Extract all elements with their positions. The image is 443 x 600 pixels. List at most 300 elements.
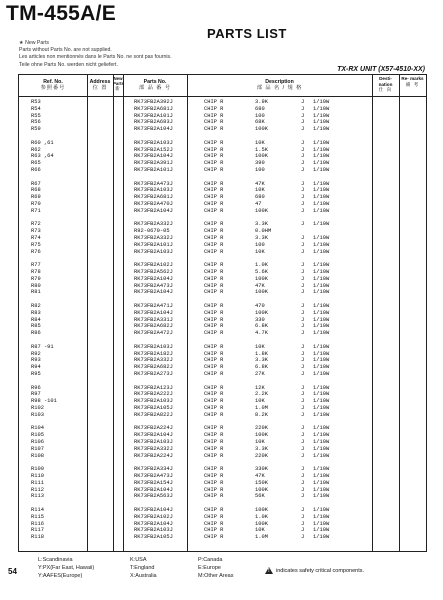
tolerance-cell: J: [301, 112, 305, 119]
description-type-cell: CHIP R: [204, 139, 224, 146]
description-type-cell: CHIP R: [204, 187, 224, 194]
parts-no-cell: RK73FB2A101J: [134, 112, 173, 119]
wattage-cell: 1/10W: [313, 139, 330, 146]
header-remarks-jp: 備 考: [405, 81, 420, 87]
tolerance-cell: J: [301, 534, 305, 541]
wattage-cell: 1/10W: [313, 119, 330, 126]
description-type-cell: CHIP R: [204, 364, 224, 371]
wattage-cell: 1/10W: [313, 432, 330, 439]
wattage-cell: 1/10W: [313, 180, 330, 187]
description-type-cell: CHIP R: [204, 452, 224, 459]
ref-no-cell: R59: [31, 126, 41, 133]
value-cell: 100K: [255, 432, 268, 439]
header-ref-no-label: Ref. No.: [43, 79, 63, 85]
value-cell: 100K: [255, 486, 268, 493]
table-body: [19, 99, 426, 551]
description-type-cell: CHIP R: [204, 160, 224, 167]
header-description: [187, 79, 372, 91]
tolerance-cell: J: [301, 201, 305, 207]
wattage-cell: 1/10W: [313, 194, 330, 201]
ref-no-cell: R78: [31, 269, 41, 275]
parts-no-cell: RK73FB2A473J: [134, 282, 173, 289]
tolerance-cell: J: [301, 343, 305, 350]
wattage-cell: 1/10W: [313, 452, 330, 459]
tolerance-cell: J: [301, 520, 305, 527]
description-type-cell: CHIP R: [204, 493, 224, 500]
parts-no-cell: RK73FB2A331J: [134, 316, 173, 323]
value-cell: 0.0HM: [255, 228, 272, 235]
tolerance-cell: J: [301, 479, 305, 486]
tolerance-cell: J: [301, 180, 305, 187]
ref-no-cell: R56: [31, 119, 41, 126]
note-de: Teile ohne Parts No. werden nicht geliefert.: [19, 61, 118, 68]
tolerance-cell: J: [301, 371, 305, 377]
page-number: 54: [8, 567, 17, 576]
legend-item: E:Europe: [198, 565, 221, 571]
wattage-cell: 1/10W: [313, 357, 330, 364]
description-type-cell: CHIP R: [204, 248, 224, 255]
value-cell: 1.8K: [255, 350, 268, 357]
parts-no-cell: RK73FB2A103J: [134, 187, 173, 194]
tolerance-cell: J: [301, 119, 305, 126]
value-cell: 150K: [255, 479, 268, 486]
description-type-cell: CHIP R: [204, 194, 224, 201]
parts-no-cell: RK73FB2A563J: [134, 493, 173, 500]
parts-no-cell: RK73FB2A101J: [134, 167, 173, 173]
parts-no-cell: RK73FB2A104J: [134, 507, 173, 513]
description-type-cell: CHIP R: [204, 405, 224, 411]
value-cell: 100: [255, 241, 265, 248]
header-destination-jp: 仕 向: [378, 87, 393, 93]
parts-no-cell: RK73FB2A332J: [134, 221, 173, 228]
warning-icon: [265, 567, 273, 574]
value-cell: 3.3K: [255, 235, 268, 241]
ref-no-cell: R83: [31, 309, 41, 316]
tolerance-cell: J: [301, 146, 305, 153]
tolerance-cell: J: [301, 439, 305, 445]
parts-no-cell: RK73FB2A473J: [134, 180, 173, 187]
parts-no-cell: RK73FB2A152J: [134, 146, 173, 153]
description-type-cell: CHIP R: [204, 391, 224, 398]
value-cell: 680: [255, 105, 265, 112]
parts-no-cell: RK73FB2A681J: [134, 194, 173, 201]
tolerance-cell: J: [301, 269, 305, 275]
parts-no-cell: RK73FB2A103J: [134, 398, 173, 405]
value-cell: 3.3K: [255, 221, 268, 228]
tolerance-cell: J: [301, 126, 305, 133]
description-type-cell: CHIP R: [204, 398, 224, 405]
header-address-jp: 位 置: [92, 85, 108, 92]
wattage-cell: 1/10W: [313, 105, 330, 112]
value-cell: 470: [255, 303, 265, 309]
value-cell: 100K: [255, 520, 268, 527]
wattage-cell: 1/10W: [313, 439, 330, 445]
value-cell: 330: [255, 316, 265, 323]
tolerance-cell: J: [301, 207, 305, 214]
tolerance-cell: J: [301, 241, 305, 248]
parts-no-cell: RK73FB2A332J: [134, 445, 173, 452]
tolerance-cell: J: [301, 398, 305, 405]
description-type-cell: CHIP R: [204, 432, 224, 439]
ref-no-cell: R114: [31, 507, 44, 513]
value-cell: 100: [255, 167, 265, 173]
ref-no-cell: R65: [31, 160, 41, 167]
header-parts-no-label: Parts No.: [143, 79, 167, 85]
parts-no-cell: RK73FB2A224J: [134, 452, 173, 459]
parts-no-cell: RK73FB2A102J: [134, 513, 173, 520]
tolerance-cell: J: [301, 221, 305, 228]
parts-no-cell: RK73FB2A273J: [134, 371, 173, 377]
wattage-cell: 1/10W: [313, 371, 330, 377]
wattage-cell: 1/10W: [313, 207, 330, 214]
description-type-cell: CHIP R: [204, 309, 224, 316]
description-type-cell: CHIP R: [204, 445, 224, 452]
wattage-cell: 1/10W: [313, 269, 330, 275]
header-description-label: Description: [265, 79, 294, 85]
header-description-jp: 部 品 名 / 規 格: [256, 85, 303, 92]
tolerance-cell: J: [301, 391, 305, 398]
ref-no-cell: R75: [31, 241, 41, 248]
value-cell: 10K: [255, 527, 265, 534]
parts-no-cell: RK73FB2A103J: [134, 139, 173, 146]
parts-no-cell: RK73FB2A105J: [134, 534, 173, 541]
description-type-cell: CHIP R: [204, 425, 224, 432]
value-cell: 100K: [255, 153, 268, 160]
ref-no-cell: R103: [31, 411, 44, 418]
ref-no-cell: R112: [31, 486, 44, 493]
header-address-label: Address: [89, 79, 111, 85]
ref-no-cell: R116: [31, 520, 44, 527]
description-type-cell: CHIP R: [204, 303, 224, 309]
wattage-cell: 1/10W: [313, 262, 330, 269]
parts-no-cell: RK73FB2A683J: [134, 119, 173, 126]
description-type-cell: CHIP R: [204, 241, 224, 248]
value-cell: 27K: [255, 371, 265, 377]
wattage-cell: 1/10W: [313, 248, 330, 255]
ref-no-cell: R53: [31, 99, 41, 105]
description-type-cell: CHIP R: [204, 126, 224, 133]
description-type-cell: CHIP R: [204, 507, 224, 513]
tolerance-cell: J: [301, 411, 305, 418]
parts-no-cell: RK73FB2A104J: [134, 309, 173, 316]
value-cell: 6.8K: [255, 323, 268, 330]
wattage-cell: 1/10W: [313, 534, 330, 541]
value-cell: 1.0M: [255, 405, 268, 411]
header-ref-no-jp: 参照番号: [40, 85, 66, 92]
value-cell: 1.0K: [255, 262, 268, 269]
parts-no-cell: RK73FB2A154J: [134, 479, 173, 486]
description-type-cell: CHIP R: [204, 473, 224, 479]
parts-no-cell: RK73FB2A332J: [134, 235, 173, 241]
value-cell: 10K: [255, 248, 265, 255]
header-address: [87, 79, 113, 91]
wattage-cell: 1/10W: [313, 445, 330, 452]
wattage-cell: 1/10W: [313, 527, 330, 534]
wattage-cell: 1/10W: [313, 391, 330, 398]
wattage-cell: 1/10W: [313, 241, 330, 248]
parts-no-cell: RK73FB2A104J: [134, 289, 173, 296]
description-type-cell: CHIP R: [204, 289, 224, 296]
value-cell: 100: [255, 112, 265, 119]
description-type-cell: CHIP R: [204, 527, 224, 534]
tolerance-cell: J: [301, 167, 305, 173]
ref-no-cell: R62: [31, 146, 41, 153]
value-cell: 3.9K: [255, 99, 268, 105]
header-parts-no: [123, 79, 187, 91]
parts-no-cell: RK73FB2A104J: [134, 275, 173, 282]
parts-no-cell: RK73FB2A391J: [134, 160, 173, 167]
tolerance-cell: J: [301, 282, 305, 289]
description-type-cell: CHIP R: [204, 330, 224, 337]
value-cell: 100K: [255, 207, 268, 214]
tolerance-cell: J: [301, 99, 305, 105]
legend-item: L:Scandinavia: [38, 557, 73, 563]
ref-no-cell: R98 -101: [31, 398, 57, 405]
wattage-cell: 1/10W: [313, 405, 330, 411]
parts-no-cell: RK73FB2A222J: [134, 391, 173, 398]
tolerance-cell: J: [301, 432, 305, 439]
parts-no-cell: RK73FB2A392J: [134, 99, 173, 105]
description-type-cell: CHIP R: [204, 119, 224, 126]
parts-no-cell: RK73FB2A473J: [134, 473, 173, 479]
wattage-cell: 1/10W: [313, 160, 330, 167]
ref-no-cell: R87 -91: [31, 343, 54, 350]
description-type-cell: CHIP R: [204, 282, 224, 289]
value-cell: 1.5K: [255, 146, 268, 153]
description-type-cell: CHIP R: [204, 105, 224, 112]
value-cell: 10K: [255, 439, 265, 445]
parts-no-cell: RK73FB2A102J: [134, 262, 173, 269]
description-type-cell: CHIP R: [204, 269, 224, 275]
tolerance-cell: J: [301, 194, 305, 201]
parts-no-cell: RK73FB2A105J: [134, 405, 173, 411]
tolerance-cell: J: [301, 507, 305, 513]
ref-no-cell: R71: [31, 207, 41, 214]
description-type-cell: CHIP R: [204, 316, 224, 323]
tolerance-cell: J: [301, 316, 305, 323]
unit-label: TX-RX UNIT (X57-4510-XX): [337, 66, 425, 73]
table-row: [19, 534, 426, 541]
tolerance-cell: J: [301, 493, 305, 500]
tolerance-cell: J: [301, 527, 305, 534]
parts-no-cell: RK73FB2A682J: [134, 364, 173, 371]
value-cell: 2.2K: [255, 391, 268, 398]
tolerance-cell: J: [301, 513, 305, 520]
wattage-cell: 1/10W: [313, 187, 330, 194]
ref-no-cell: R67: [31, 180, 41, 187]
wattage-cell: 1/10W: [313, 411, 330, 418]
safety-note: [265, 567, 364, 574]
parts-table: [18, 74, 427, 552]
header-parts-no-jp: 部 品 番 号: [138, 85, 172, 92]
tolerance-cell: J: [301, 187, 305, 194]
legend-item: Y:AAFES(Europe): [38, 573, 83, 579]
value-cell: 390: [255, 160, 265, 167]
wattage-cell: 1/10W: [313, 330, 330, 337]
value-cell: 47: [255, 201, 262, 207]
value-cell: 8.2K: [255, 411, 268, 418]
ref-no-cell: R77: [31, 262, 41, 269]
description-type-cell: CHIP R: [204, 534, 224, 541]
parts-no-cell: RK73FB2A104J: [134, 520, 173, 527]
parts-no-cell: RK73FB2A103J: [134, 439, 173, 445]
parts-no-cell: RK73FB2A103J: [134, 343, 173, 350]
tolerance-cell: J: [301, 357, 305, 364]
value-cell: 220K: [255, 425, 268, 432]
description-type-cell: CHIP R: [204, 466, 224, 473]
wattage-cell: 1/10W: [313, 479, 330, 486]
ref-no-cell: R84: [31, 316, 41, 323]
ref-no-cell: R79: [31, 275, 41, 282]
ref-no-cell: R60 ,61: [31, 139, 54, 146]
value-cell: 220K: [255, 452, 268, 459]
tolerance-cell: J: [301, 384, 305, 391]
tolerance-cell: J: [301, 473, 305, 479]
parts-no-cell: RK73FB2A103J: [134, 248, 173, 255]
value-cell: 56K: [255, 493, 265, 500]
ref-no-cell: R108: [31, 452, 44, 459]
value-cell: 100K: [255, 275, 268, 282]
legend-item: T:England: [130, 565, 155, 571]
wattage-cell: 1/10W: [313, 167, 330, 173]
parts-no-cell: RK73FB2A472J: [134, 330, 173, 337]
parts-no-cell: RK73FB2A332J: [134, 357, 173, 364]
parts-no-cell: R92-0670-05: [134, 228, 170, 235]
description-type-cell: CHIP R: [204, 235, 224, 241]
parts-no-cell: RK73FB2A182J: [134, 350, 173, 357]
table-header: [19, 75, 426, 97]
ref-no-cell: R115: [31, 513, 44, 520]
description-type-cell: CHIP R: [204, 411, 224, 418]
tolerance-cell: J: [301, 289, 305, 296]
tolerance-cell: J: [301, 303, 305, 309]
wattage-cell: 1/10W: [313, 303, 330, 309]
value-cell: 6.8K: [255, 364, 268, 371]
ref-no-cell: R105: [31, 432, 44, 439]
legend-item: X:Australia: [130, 573, 157, 579]
parts-no-cell: RK73FB2A101J: [134, 241, 173, 248]
tolerance-cell: J: [301, 275, 305, 282]
header-destination-label: Desti- nation: [378, 76, 393, 87]
legend-item: Y:PX(Far East, Hawaii): [38, 565, 95, 571]
wattage-cell: 1/10W: [313, 99, 330, 105]
wattage-cell: 1/10W: [313, 473, 330, 479]
wattage-cell: 1/10W: [313, 275, 330, 282]
parts-no-cell: RK73FB2A334J: [134, 466, 173, 473]
tolerance-cell: J: [301, 153, 305, 160]
wattage-cell: 1/10W: [313, 289, 330, 296]
parts-no-cell: RK73FB2A224J: [134, 425, 173, 432]
tolerance-cell: J: [301, 486, 305, 493]
description-type-cell: CHIP R: [204, 479, 224, 486]
tolerance-cell: J: [301, 323, 305, 330]
ref-no-cell: R104: [31, 425, 44, 432]
description-type-cell: CHIP R: [204, 513, 224, 520]
legend-item: P:Canada: [198, 557, 223, 563]
value-cell: 10K: [255, 343, 265, 350]
wattage-cell: 1/10W: [313, 507, 330, 513]
value-cell: 68K: [255, 119, 265, 126]
description-type-cell: CHIP R: [204, 228, 224, 235]
description-type-cell: CHIP R: [204, 384, 224, 391]
ref-no-cell: R118: [31, 534, 44, 541]
wattage-cell: 1/10W: [313, 316, 330, 323]
wattage-cell: 1/10W: [313, 201, 330, 207]
description-type-cell: CHIP R: [204, 371, 224, 377]
wattage-cell: 1/10W: [313, 364, 330, 371]
tolerance-cell: J: [301, 350, 305, 357]
value-cell: 100K: [255, 309, 268, 316]
value-cell: 1.0K: [255, 513, 268, 520]
description-type-cell: CHIP R: [204, 180, 224, 187]
ref-no-cell: R82: [31, 303, 41, 309]
value-cell: 100K: [255, 289, 268, 296]
wattage-cell: 1/10W: [313, 323, 330, 330]
description-type-cell: CHIP R: [204, 520, 224, 527]
ref-no-cell: R86: [31, 330, 41, 337]
ref-no-cell: R66: [31, 167, 41, 173]
value-cell: 1.0M: [255, 534, 268, 541]
wattage-cell: 1/10W: [313, 425, 330, 432]
description-type-cell: CHIP R: [204, 439, 224, 445]
wattage-cell: 1/10W: [313, 112, 330, 119]
ref-no-cell: R111: [31, 479, 44, 486]
legend-item: M:Other Areas: [198, 573, 234, 579]
ref-no-cell: R70: [31, 201, 41, 207]
value-cell: 3.3K: [255, 357, 268, 364]
header-new-parts-jp: 新: [115, 86, 121, 91]
ref-no-cell: R93: [31, 357, 41, 364]
ref-no-cell: R92: [31, 350, 41, 357]
page-title: PARTS LIST: [207, 26, 287, 41]
ref-no-cell: R117: [31, 527, 44, 534]
parts-no-cell: RK73FB2A104J: [134, 486, 173, 493]
note-fr: Les articles non mentionnés dans le Parts No. ne sont pas fournis.: [19, 54, 172, 61]
ref-no-cell: R102: [31, 405, 44, 411]
tolerance-cell: J: [301, 160, 305, 167]
wattage-cell: 1/10W: [313, 126, 330, 133]
wattage-cell: 1/10W: [313, 398, 330, 405]
value-cell: 330K: [255, 466, 268, 473]
ref-no-cell: R54: [31, 105, 41, 112]
value-cell: 47K: [255, 180, 265, 187]
description-type-cell: CHIP R: [204, 343, 224, 350]
safety-note-text: indicates safety critical components.: [276, 567, 365, 574]
notes-block: [19, 40, 172, 69]
value-cell: 4.7K: [255, 330, 268, 337]
tolerance-cell: J: [301, 139, 305, 146]
tolerance-cell: J: [301, 262, 305, 269]
description-type-cell: CHIP R: [204, 153, 224, 160]
wattage-cell: 1/10W: [313, 486, 330, 493]
tolerance-cell: J: [301, 425, 305, 432]
wattage-cell: 1/10W: [313, 384, 330, 391]
ref-no-cell: R107: [31, 445, 44, 452]
wattage-cell: 1/10W: [313, 513, 330, 520]
wattage-cell: 1/10W: [313, 282, 330, 289]
parts-no-cell: RK73FB2A123J: [134, 384, 173, 391]
ref-no-cell: R80: [31, 282, 41, 289]
value-cell: 10K: [255, 139, 265, 146]
tolerance-cell: J: [301, 405, 305, 411]
value-cell: 10K: [255, 398, 265, 405]
description-type-cell: CHIP R: [204, 350, 224, 357]
wattage-cell: 1/10W: [313, 466, 330, 473]
wattage-cell: 1/10W: [313, 221, 330, 228]
wattage-cell: 1/10W: [313, 146, 330, 153]
ref-no-cell: R109: [31, 466, 44, 473]
tolerance-cell: J: [301, 105, 305, 112]
